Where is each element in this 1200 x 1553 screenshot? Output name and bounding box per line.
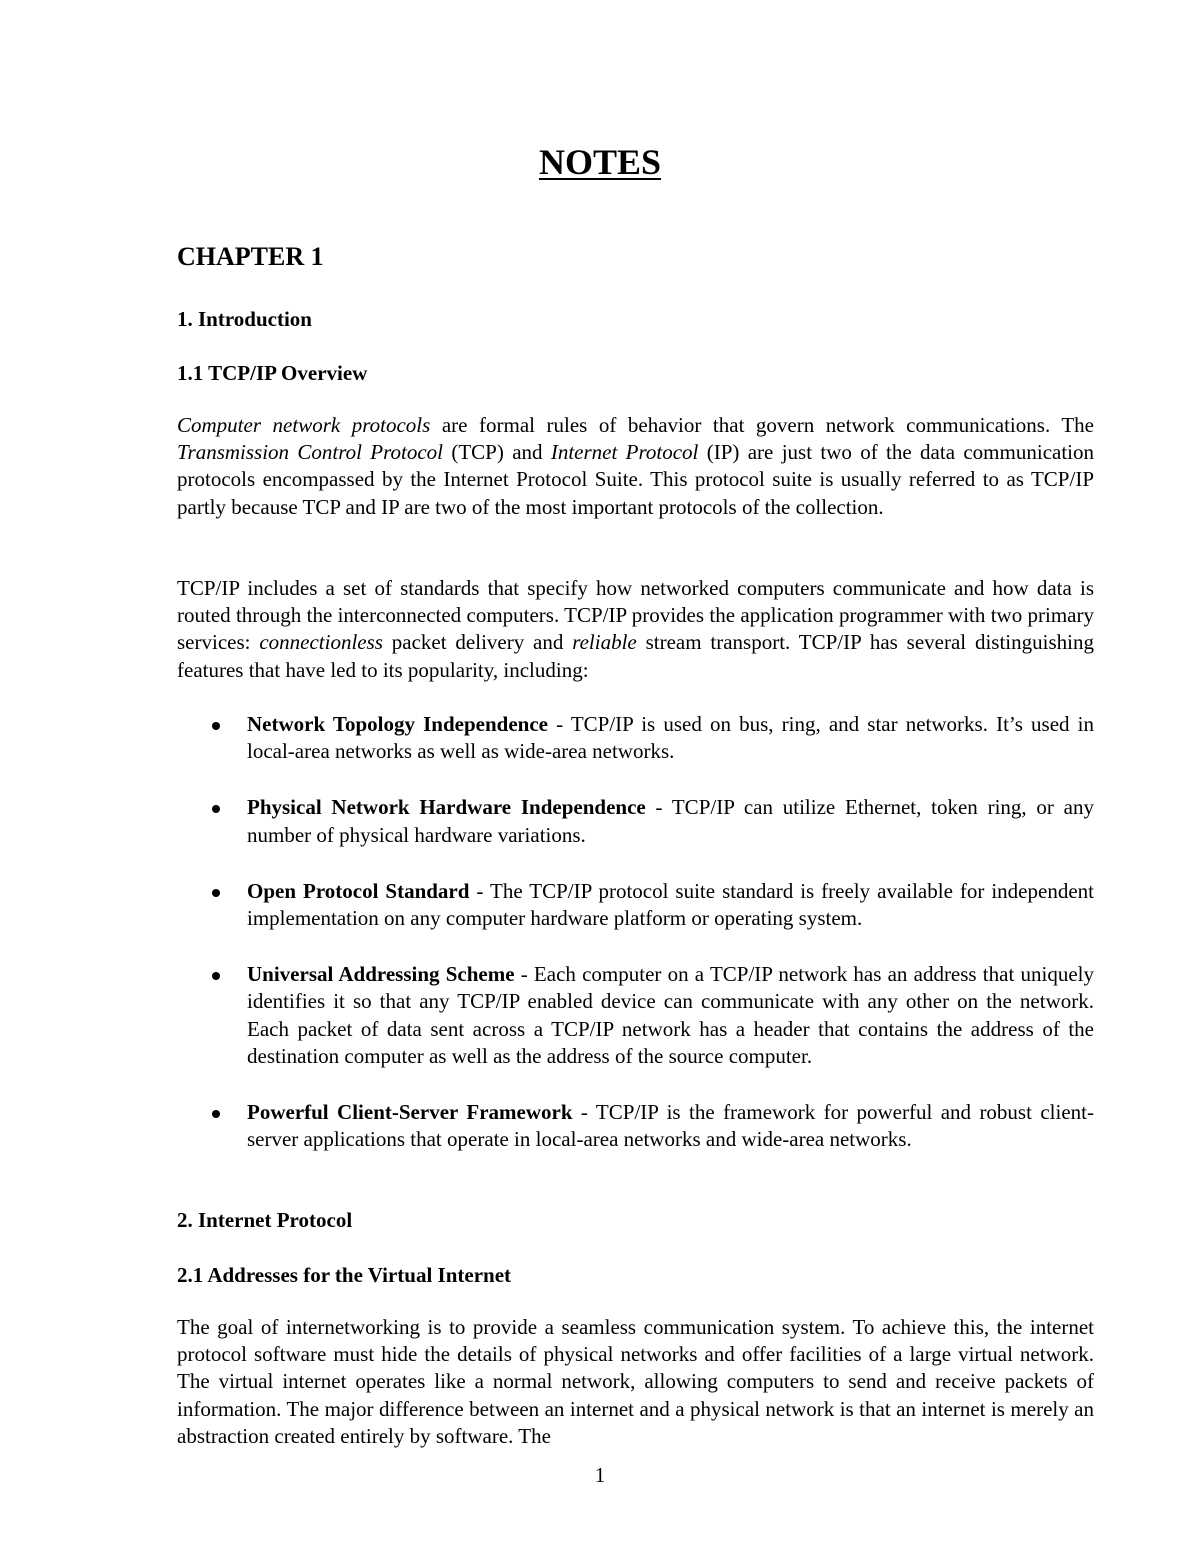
feature-description: - Each computer on a TCP/IP network has an address that uniquely identifies it so that any TCP/IP enabled device can communicate with any other on the network. Each packet of data sent across a TCP/IP network has a header that contains the address of the destination computer as well as the address of the source computer. [247, 962, 1094, 1068]
feature-description: - TCP/IP is the framework for powerful and robust client-server applications that operate in local-area networks and wide-area networks. [247, 1100, 1094, 1152]
bullet-icon [212, 889, 220, 897]
subsection-heading-virtual-internet: 2.1 Addresses for the Virtual Internet [177, 1263, 512, 1287]
list-item [177, 1099, 1094, 1153]
feature-name: Powerful Client-Server Framework [247, 1100, 573, 1125]
paragraph-protocols: Computer network protocols are formal rules of behavior that govern network communications. The Transmission Control Protocol (TCP) and Internet Protocol (IP) are just two of the data communication protocols encompassed by the Internet Protocol Suite. This protocol suite is usually referred to as TCP/IP partly because TCP and IP are two of the most important protocols of the collection. [177, 413, 1094, 519]
term-tcp: Transmission Control Protocol [177, 440, 444, 465]
term-computer-network-protocols: Computer network protocols [177, 413, 431, 437]
page-number: 1 [594, 1463, 606, 1487]
feature-name: Network Topology Independence [247, 712, 548, 736]
paragraph-internetworking: The goal of internetworking is to provide a seamless communication system. To achieve this, the internet protocol software must hide the details of physical networks and offer facilities of a large virtual network. The virtual internet operates like a normal network, allowing computers to send and receive packets of information. The major difference between an internet and a physical network is that an internet is merely an abstraction created entirely by software. The [177, 1315, 1094, 1448]
feature-name: Open Protocol Standard [247, 878, 470, 903]
list-item [177, 711, 1094, 765]
bullet-icon [212, 972, 220, 980]
list-item [177, 961, 1094, 1070]
document-title: NOTES [538, 142, 662, 182]
bullet-icon [212, 1110, 220, 1118]
feature-description: - TCP/IP is used on bus, ring, and star networks. It’s used in local-area networks as well as wide-area networks. [247, 712, 1094, 764]
paragraph-tcpip-standards: TCP/IP includes a set of standards that specify how networked computers communicate and how data is routed through the interconnected computers. TCP/IP provides the application programmer with two primary services: connectionless packet delivery and reliable stream transport. TCP/IP has several distinguishing features that have led to its popularity, including: [177, 576, 1094, 682]
subsection-heading-tcpip-overview: 1.1 TCP/IP Overview [177, 361, 368, 385]
feature-description: - TCP/IP can utilize Ethernet, token ring, or any number of physical hardware variations. [247, 795, 1094, 847]
chapter-heading: CHAPTER 1 [177, 242, 324, 271]
list-item [177, 878, 1094, 932]
term-ip: Internet Protocol [550, 440, 699, 465]
feature-name: Universal Addressing Scheme [247, 962, 515, 987]
section-heading-internet-protocol: 2. Internet Protocol [177, 1208, 353, 1232]
feature-list [177, 711, 1094, 1182]
list-item [177, 794, 1094, 848]
feature-name: Physical Network Hardware Independence [247, 795, 646, 820]
section-heading-introduction: 1. Introduction [177, 307, 312, 331]
term-reliable: reliable [572, 630, 637, 655]
bullet-icon [212, 805, 220, 813]
bullet-icon [212, 722, 220, 730]
feature-description: - The TCP/IP protocol suite standard is freely available for independent implementation on any computer hardware platform or operating system. [247, 878, 1094, 931]
term-connectionless: connectionless [259, 630, 383, 655]
